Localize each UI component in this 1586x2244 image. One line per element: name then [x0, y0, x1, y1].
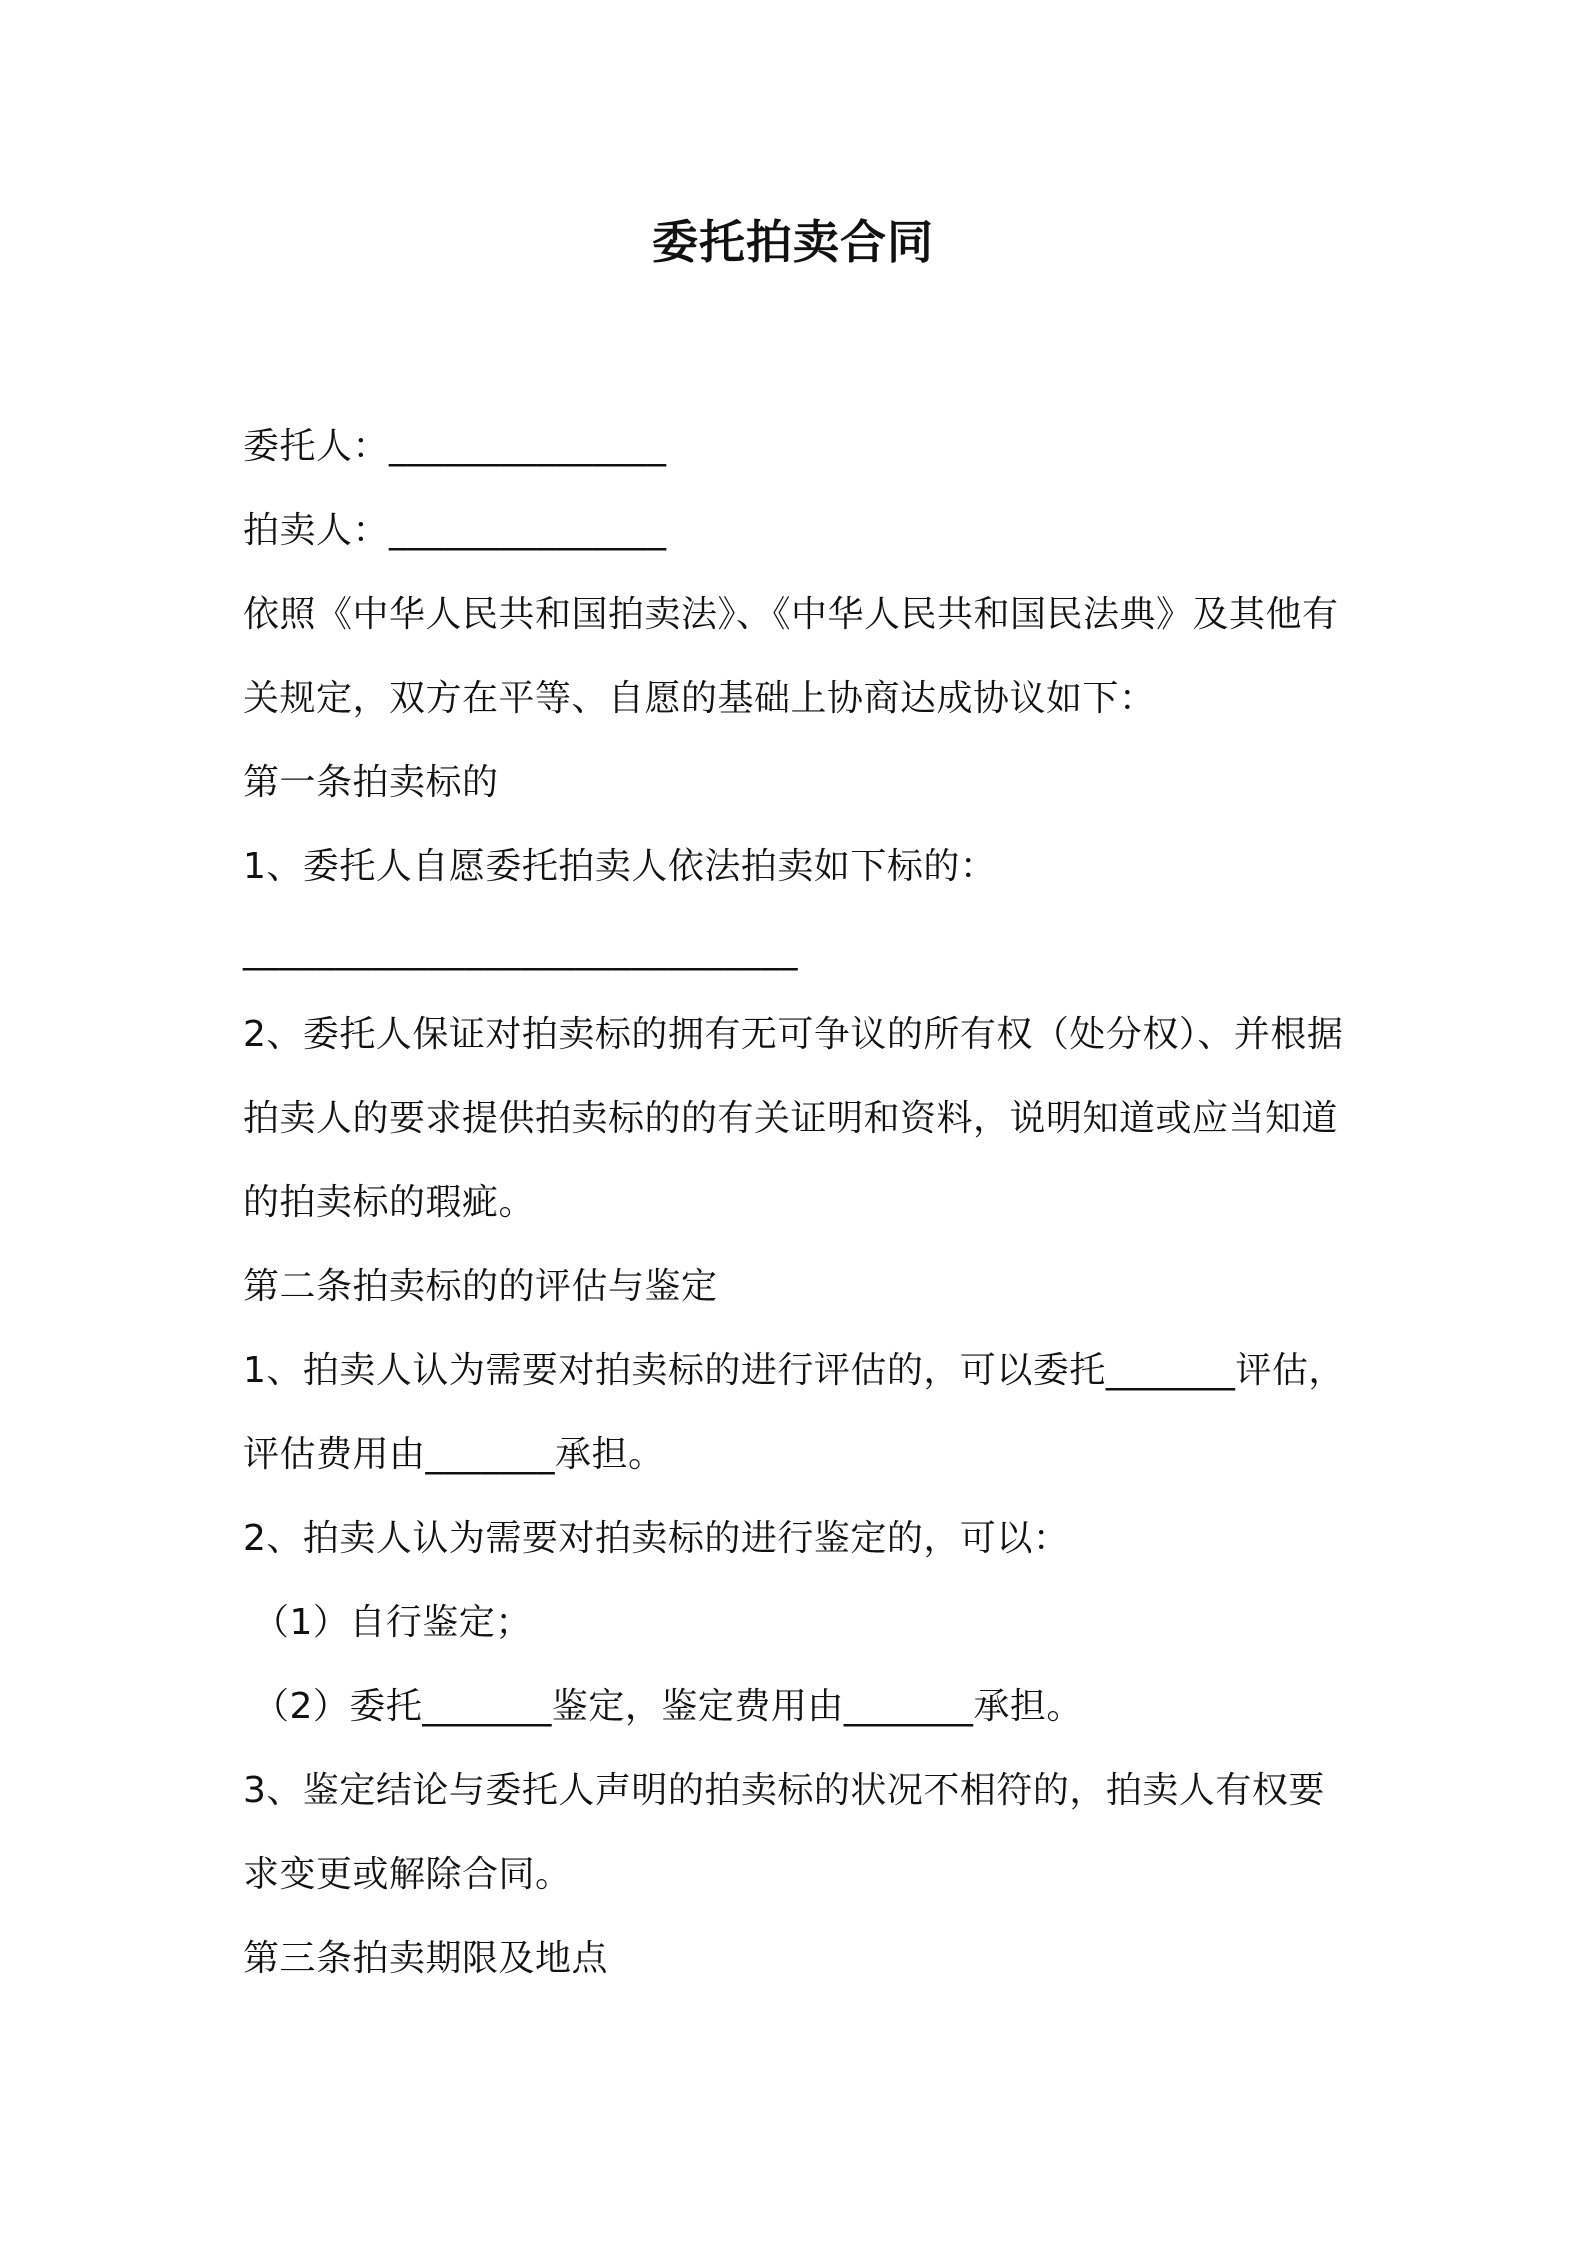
article-1-heading: 第一条拍卖标的: [243, 762, 499, 803]
article-2-clause-1-line-1: 1、拍卖人认为需要对拍卖标的进行评估的，可以委托_______评估，: [243, 1350, 1345, 1391]
article-2-option-1: （1）自行鉴定；: [253, 1602, 532, 1643]
preamble-line-2: 关规定，双方在平等、自愿的基础上协商达成协议如下：: [243, 678, 1156, 719]
preamble-line-1: 依照《中华人民共和国拍卖法》、《中华人民共和国民法典》及其他有: [243, 594, 1339, 635]
consignor-line: 委托人：_______________: [243, 426, 667, 467]
article-3-heading: 第三条拍卖期限及地点: [243, 1938, 609, 1979]
auctioneer-line: 拍卖人：_______________: [243, 510, 667, 551]
article-2-heading: 第二条拍卖标的的评估与鉴定: [243, 1266, 718, 1307]
document-title: 委托拍卖合同: [652, 215, 934, 269]
article-1-blank-line: ______________________________: [243, 930, 798, 971]
article-2-clause-3-line-1: 3、鉴定结论与委托人声明的拍卖标的状况不相符的，拍卖人有权要: [243, 1770, 1325, 1811]
article-2-clause-2: 2、拍卖人认为需要对拍卖标的进行鉴定的，可以：: [243, 1518, 1070, 1559]
article-2-option-2: （2）委托_______鉴定，鉴定费用由_______承担。: [253, 1686, 1083, 1727]
article-2-clause-3-line-2: 求变更或解除合同。: [243, 1854, 572, 1895]
article-2-clause-1-line-2: 评估费用由_______承担。: [243, 1434, 665, 1475]
article-1-clause-2-line-1: 2、委托人保证对拍卖标的拥有无可争议的所有权（处分权）、并根据: [243, 1014, 1344, 1055]
document-body: [243, 405, 1383, 2001]
article-1-clause-2-line-3: 的拍卖标的瑕疵。: [243, 1182, 536, 1223]
article-1-clause-2-line-2: 拍卖人的要求提供拍卖标的的有关证明和资料，说明知道或应当知道: [243, 1098, 1339, 1139]
article-1-clause-1: 1、委托人自愿委托拍卖人依法拍卖如下标的：: [243, 846, 997, 887]
